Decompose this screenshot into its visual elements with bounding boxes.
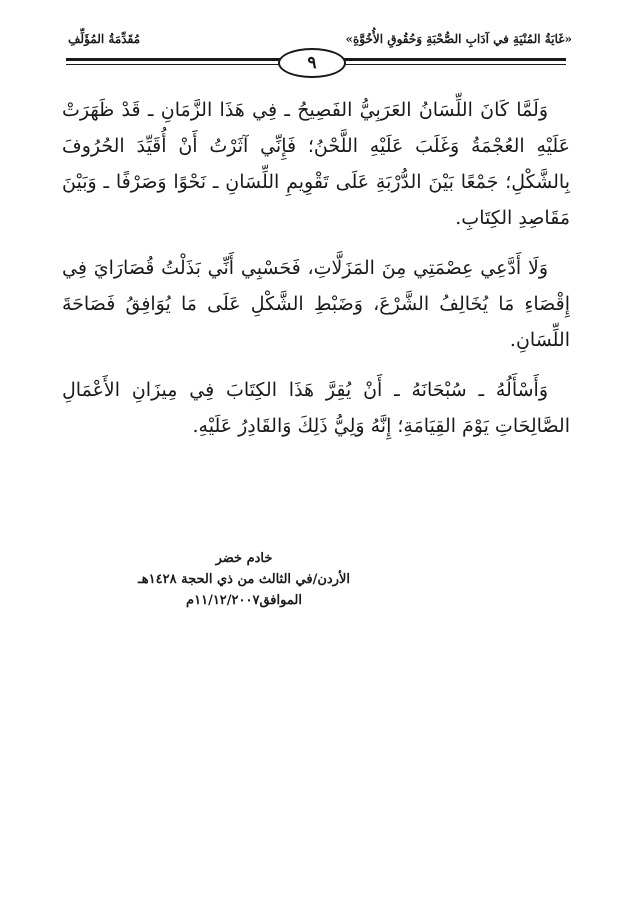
book-title: «غَايَةُ المُنْيَةِ في آدَابِ الصُّحْبَةِ وَحُقُوقِ الأُخُوَّةِ» — [345, 32, 572, 46]
paragraph-3: وَأَسْأَلُهُ ـ سُبْحَانَهُ ـ أَنْ يُقِرَّ هَذَا الكِتَابَ فِي مِيزَانِ الأَعْمَالِ الصَّالِحَاتِ يَوْمَ القِيَامَةِ؛ إِنَّهُ وَلِيُّ ذَلِكَ وَالقَادِرُ عَلَيْهِ. — [62, 379, 570, 437]
paragraph-2: وَلَا أَدَّعِي عِصْمَتِي مِنَ المَزَلَّاتِ، فَحَسْبِي أَنِّي بَذَلْتُ قُصَارَايَ فِي إِقْصَاءِ مَا يُخَالِفُ الشَّرْعَ، وَضَبْطِ الشَّكْلِ عَلَى مَا يُوَافِقُ فَصَاحَةَ اللِّسَانِ. — [62, 257, 570, 351]
signature-gregorian-date: الموافق١١/١٢/٢٠٠٧م — [186, 593, 302, 608]
signature-place-date: الأردن/في الثالث من ذي الحجة ١٤٢٨هـ — [137, 572, 350, 587]
signature-name: خادم خضر — [215, 551, 273, 566]
signature-block — [124, 548, 364, 611]
paragraph-1: وَلَمَّا كَانَ اللِّسَانُ العَرَبِيُّ الفَصِيحُ ـ فِي هَذَا الزَّمَانِ ـ قَدْ ظَهَرَتْ عَلَيْهِ العُجْمَةُ وَغَلَبَ عَلَيْهِ اللَّحْنُ؛ فَإِنِّي آثَرْتُ أَنْ أُقَيِّدَ الحُرُوفَ بِالشَّكْلِ؛ جَمْعًا بَيْنَ الدُّرْبَةِ عَلَى تَقْوِيمِ اللِّسَانِ ـ نَحْوًا وَصَرْفًا ـ وَبَيْنَ مَقَاصِدِ الكِتَابِ. — [62, 99, 570, 229]
page-number: ٩ — [278, 48, 346, 78]
body-text — [62, 92, 570, 458]
section-title: مُقَدِّمَةُ المُؤَلِّفِ — [68, 32, 141, 46]
